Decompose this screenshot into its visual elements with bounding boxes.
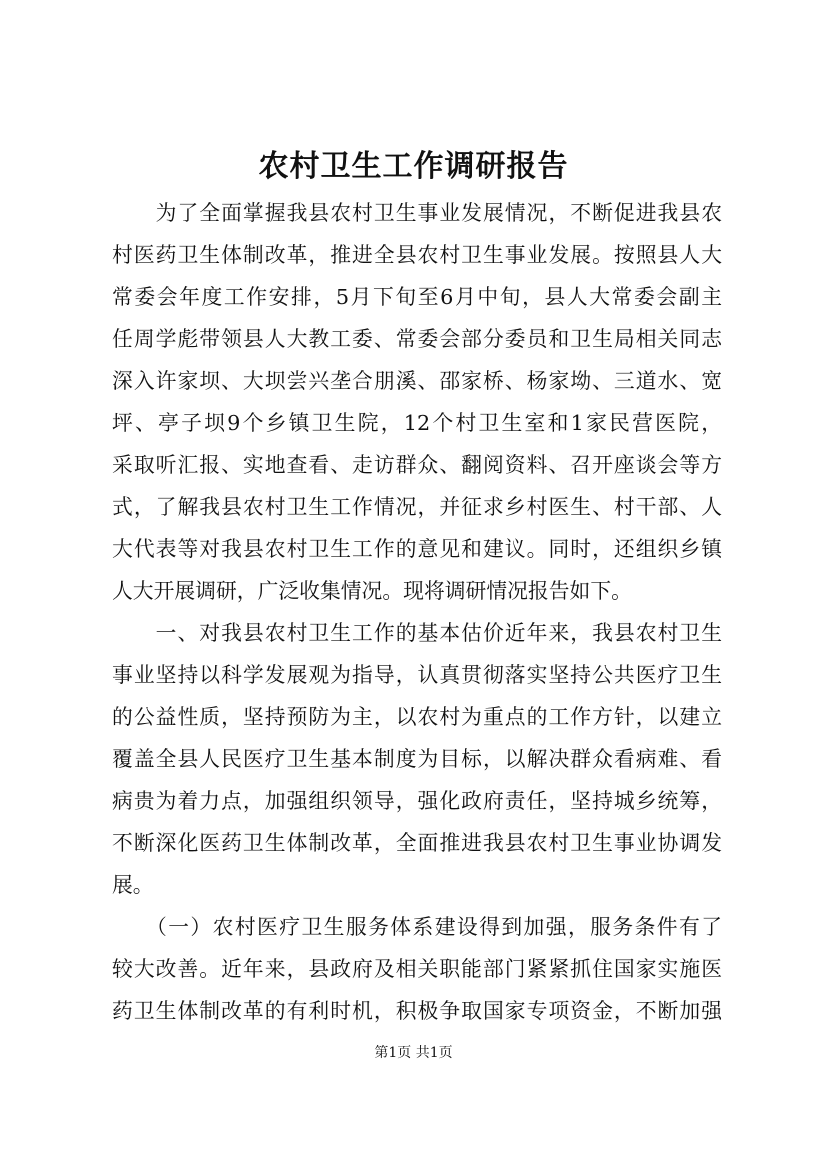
paragraph-line: 较大改善。近年来，县政府及相关职能部门紧紧抓住国家实施医 (112, 957, 722, 981)
paragraph-line: 常委会年度工作安排，5月下旬至6月中旬，县人大常委会副主 (112, 285, 722, 309)
paragraph-line: （一）农村医疗卫生服务体系建设得到加强，服务条件有了 (112, 915, 722, 939)
paragraph-line: 任周学彪带领县人大教工委、常委会部分委员和卫生局相关同志 (112, 327, 722, 351)
paragraph-line: 人大开展调研，广泛收集情况。现将调研情况报告如下。 (112, 579, 632, 603)
page-number-footer: 第1页 共1页 (374, 1045, 453, 1061)
paragraph-line: 坪、亭子坝9个乡镇卫生院，12个村卫生室和1家民营医院， (112, 411, 722, 435)
paragraph-line: 不断深化医药卫生体制改革，全面推进我县农村卫生事业协调发 (112, 831, 722, 855)
paragraph-line: 展。 (112, 873, 154, 897)
paragraph-line: 病贵为着力点，加强组织领导，强化政府责任，坚持城乡统筹， (112, 789, 722, 813)
document-title: 农村卫生工作调研报告 (258, 149, 569, 184)
paragraph-line: 事业坚持以科学发展观为指导，认真贯彻落实坚持公共医疗卫生 (112, 663, 722, 687)
paragraph-line: 的公益性质，坚持预防为主，以农村为重点的工作方针，以建立 (112, 705, 722, 729)
paragraph-line: 药卫生体制改革的有利时机，积极争取国家专项资金，不断加强 (112, 999, 722, 1023)
paragraph-line: 一、对我县农村卫生工作的基本估价近年来，我县农村卫生 (112, 621, 722, 645)
paragraph-line: 式，了解我县农村卫生工作情况，并征求乡村医生、村干部、人 (112, 495, 722, 519)
paragraph-line: 大代表等对我县农村卫生工作的意见和建议。同时，还组织乡镇 (112, 537, 722, 561)
paragraph-line: 村医药卫生体制改革，推进全县农村卫生事业发展。按照县人大 (112, 243, 722, 267)
paragraph-line: 覆盖全县人民医疗卫生基本制度为目标，以解决群众看病难、看 (112, 747, 722, 771)
paragraph-line: 为了全面掌握我县农村卫生事业发展情况，不断促进我县农 (112, 201, 722, 225)
paragraph-line: 采取听汇报、实地查看、走访群众、翻阅资料、召开座谈会等方 (112, 453, 722, 477)
paragraph-line: 深入许家坝、大坝尝兴垄合朋溪、邵家桥、杨家坳、三道水、宽 (112, 369, 722, 393)
